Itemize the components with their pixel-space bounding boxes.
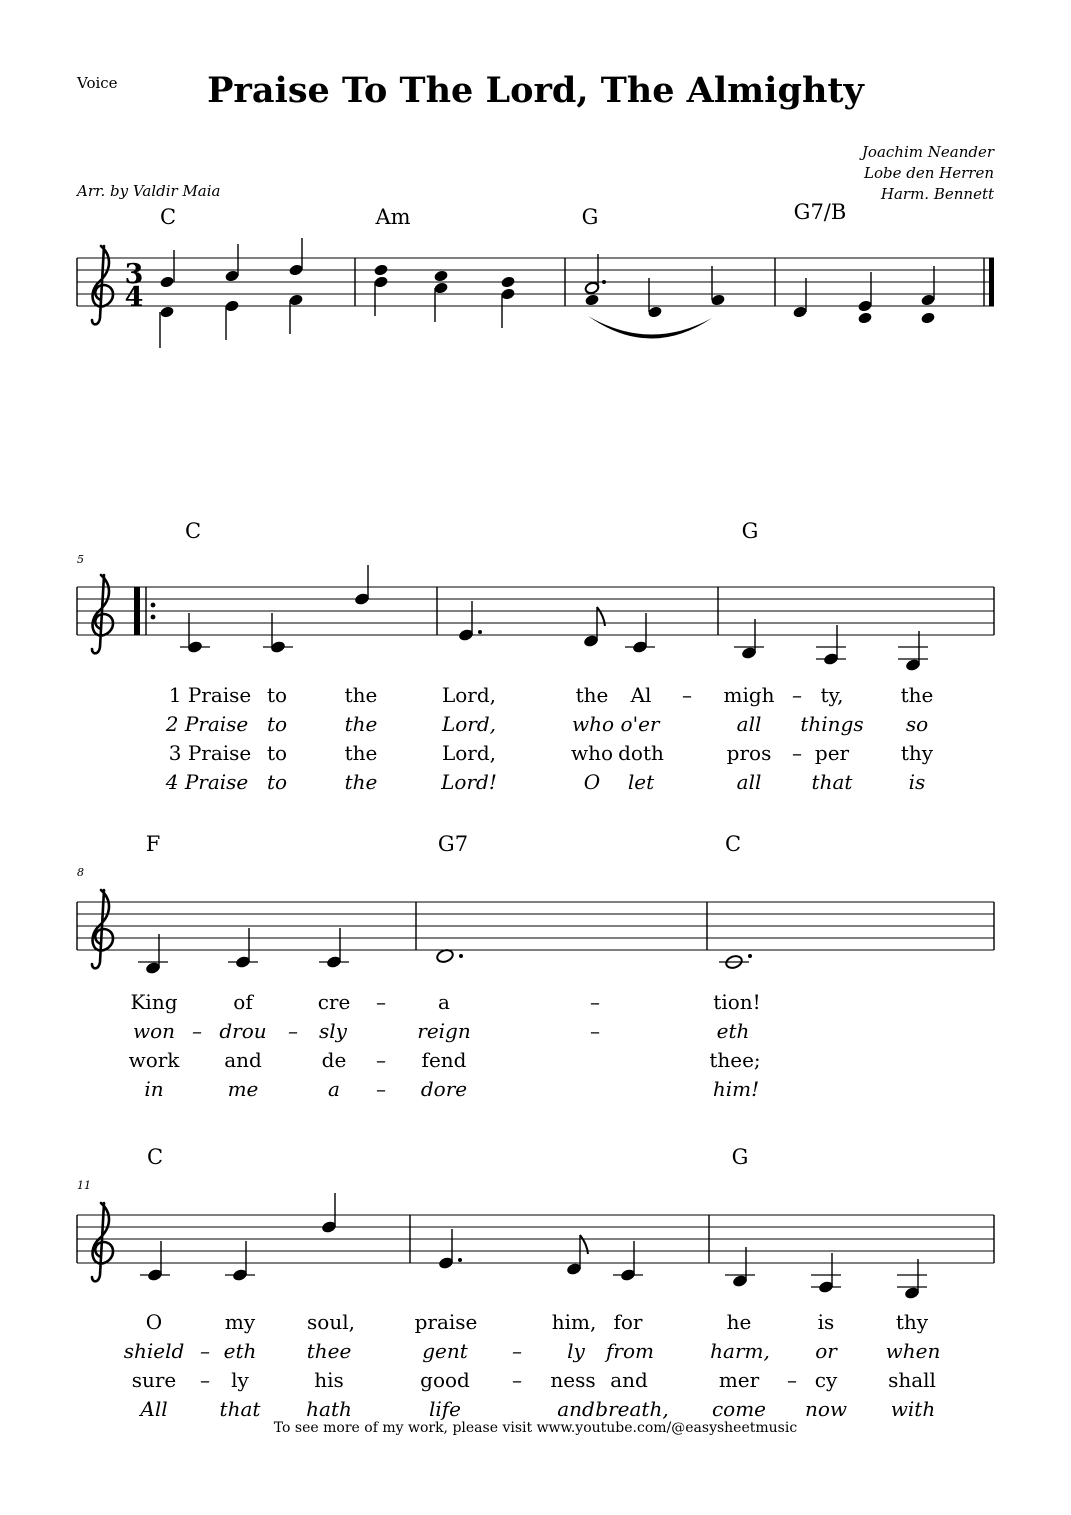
notes-system-1 [159,238,935,348]
lyric-syllable: thee [306,1339,352,1363]
lyric-syllable: for [613,1310,643,1334]
chord-symbol: G7 [437,832,469,856]
lyric-syllable: the [344,741,378,765]
lyric-syllable: that [811,770,853,794]
lyric-syllable: cre [317,990,351,1014]
lyric-syllable: King [130,990,178,1014]
chord-symbol: C [724,832,742,856]
lyric-syllable: when [885,1339,941,1363]
composer-credit: Joachim Neander [861,143,994,161]
lyric-syllable: eth [223,1339,257,1363]
lyric-syllable: migh [723,683,775,707]
measure-number: 11 [77,1179,91,1192]
lyric-syllable: with [890,1397,936,1421]
treble-clef-icons [92,246,113,1281]
lyric-syllable: thy [900,741,934,765]
chord-symbol: G7/B [793,200,847,224]
lyric-syllable: thy [895,1310,929,1334]
lyric-hyphen: – [288,1019,298,1043]
lyric-hyphen: – [512,1339,522,1363]
lyric-syllable: that [219,1397,261,1421]
lyric-syllable: ness [550,1368,596,1392]
lyric-hyphen: – [376,990,386,1014]
lyric-syllable: so [905,712,929,736]
lyric-syllable: the [344,712,378,736]
lyric-hyphen: – [376,1048,386,1072]
notes-system-3 [138,928,752,975]
time-signature-beat-type: 4 [124,282,144,313]
lyric-syllable: the [344,770,378,794]
measure-number: 8 [77,866,84,879]
lyric-hyphen: – [682,683,692,707]
lyric-syllable: cy [814,1368,838,1392]
lyric-syllable: ly [567,1339,585,1363]
lyric-syllable: of [233,990,253,1014]
lyric-syllable: 4 Praise [165,770,249,794]
lyric-syllable: shield [123,1339,185,1363]
part-name: Voice [77,74,118,92]
lyric-syllable: life [428,1397,462,1421]
lyric-syllable: sly [319,1019,347,1043]
time-signature [125,259,144,313]
time-signature-beats: 3 [124,259,144,290]
lyric-hyphen: – [792,741,802,765]
lyric-syllable: and [610,1368,648,1392]
lyric-syllable: dore [420,1077,468,1101]
chord-symbol: F [145,832,161,856]
chord-symbol: Am [375,205,411,229]
lyric-syllable: him! [712,1077,760,1101]
lyric-syllable: Lord, [441,712,497,736]
lyric-syllable: all [736,712,762,736]
lyric-syllable: pros [726,741,772,765]
lyric-syllable: sure [131,1368,177,1392]
lyric-syllable: hath [306,1397,352,1421]
lyric-syllable: harm, [710,1339,770,1363]
lyric-syllable: eth [716,1019,750,1043]
harmony-credit: Harm. Bennett [880,185,994,203]
chord-symbol: G [731,1145,749,1169]
chord-symbol: C [146,1145,164,1169]
lyric-syllable: let [627,770,655,794]
lyric-syllable: O [145,1310,163,1334]
lyric-syllable: is [817,1310,835,1334]
staff-system-3 [77,902,994,950]
lyric-syllable: o'er [620,712,660,736]
lyric-syllable: and [224,1048,262,1072]
measure-number: 5 [77,553,84,566]
lyric-syllable: de [321,1048,347,1072]
lyric-syllable: to [266,770,288,794]
lyric-syllable: his [314,1368,344,1392]
lyric-syllable: now [804,1397,848,1421]
lyric-hyphen: – [200,1339,210,1363]
lyric-syllable: drou [219,1019,267,1043]
staff-system-2 [77,587,994,635]
lyric-syllable: Lord, [441,683,497,707]
lyric-syllable: the [900,683,934,707]
tune-credit: Lobe den Herren [864,164,994,182]
lyric-syllable: doth [618,741,664,765]
lyric-syllable: all [736,770,762,794]
lyric-syllable: breath, [595,1397,669,1421]
lyric-syllable: to [266,712,288,736]
lyric-syllable: to [266,683,288,707]
chord-symbol: G [581,205,599,229]
lyric-hyphen: – [590,1019,600,1043]
lyric-syllable: 2 Praise [165,712,249,736]
staff-system-4 [77,1215,994,1263]
lyric-syllable: or [815,1339,837,1363]
lyric-syllable: won [132,1019,176,1043]
lyric-syllable: things [800,712,864,736]
lyric-syllable: tion! [713,990,761,1014]
lyric-syllable: 3 Praise [168,741,252,765]
slur [588,316,712,339]
barlines [77,258,994,1263]
notes-system-4 [140,1193,927,1300]
lyric-syllable: soul, [307,1310,355,1334]
chord-symbol: G [741,519,759,543]
lyric-syllable: good [420,1368,470,1392]
notes-system-2 [180,565,928,672]
lyric-syllable: he [726,1310,752,1334]
lyric-syllable: Lord, [441,741,497,765]
lyric-syllable: come [711,1397,767,1421]
lyric-hyphen: – [512,1368,522,1392]
lyric-syllable: Al [630,683,652,707]
lyric-syllable: work [128,1048,180,1072]
lyric-syllable: per [814,741,850,765]
lyric-hyphen: – [792,683,802,707]
lyric-hyphen: – [192,1019,202,1043]
song-title: Praise To The Lord, The Almighty [207,70,864,111]
final-barline [989,258,994,306]
lyric-syllable: ly [231,1368,249,1392]
lyric-syllable: a [328,1077,340,1101]
lyric-syllable: 1 Praise [168,683,252,707]
lyric-hyphen: – [376,1077,386,1101]
footer-note: To see more of my work, please visit www.youtube.com/@easysheetmusic [273,1420,798,1436]
lyric-syllable: who [571,712,615,736]
chord-symbol: C [159,205,177,229]
lyric-syllable: the [344,683,378,707]
lyric-syllable: O [583,770,601,794]
lyric-syllable: reign [417,1019,471,1043]
lyric-syllable: Lord! [441,770,497,794]
lyric-syllable: thee; [709,1048,761,1072]
lyric-syllable: ty, [820,683,844,707]
lyric-syllable: in [144,1077,164,1101]
lyric-hyphen: – [590,990,600,1014]
lyric-syllable: my [224,1310,256,1334]
lyric-syllable: him, [551,1310,597,1334]
chord-symbol: C [184,519,202,543]
lyric-syllable: me [227,1077,259,1101]
lyric-syllable: to [266,741,288,765]
lyric-syllable: a [438,990,450,1014]
lyric-syllable: is [908,770,926,794]
lyric-syllable: the [575,683,609,707]
lyric-syllable: praise [414,1310,478,1334]
staff-system-1 [77,258,994,306]
lyric-syllable: fend [421,1048,467,1072]
arranger-credit: Arr. by Valdir Maia [77,182,221,200]
lyric-hyphen: – [787,1368,797,1392]
lyric-syllable: mer [718,1368,760,1392]
lyric-syllable: shall [888,1368,936,1392]
lyric-syllable: All [140,1397,168,1421]
lyric-syllable: gent [422,1339,468,1363]
lyric-hyphen: – [200,1368,210,1392]
lyric-syllable: who [570,741,614,765]
lyric-syllable: and [557,1397,595,1421]
lyric-syllable: from [606,1339,654,1363]
